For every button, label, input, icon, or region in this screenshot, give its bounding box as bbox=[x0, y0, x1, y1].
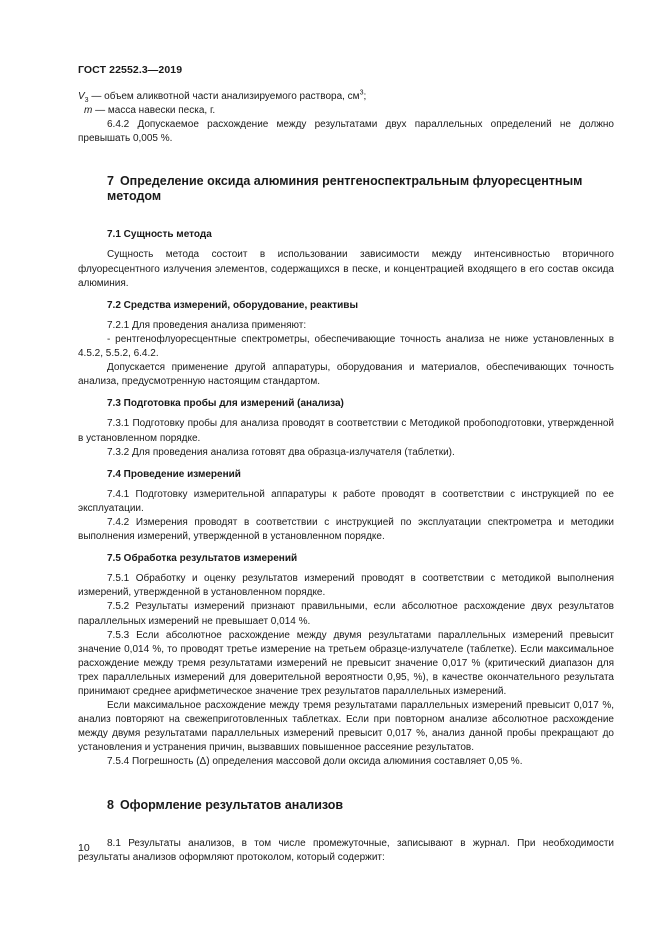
paragraph-7-2-1: 7.2.1 Для проведения анализа применяют: bbox=[107, 319, 307, 331]
var-m: m bbox=[84, 105, 93, 117]
paragraph-7-5-2: 7.5.2 Результаты измерений признают правильными, если абсолютное расхождение двух результатов параллельных измерений не превышает 0,014 %. bbox=[78, 601, 614, 627]
section-7-number: 7 bbox=[107, 174, 114, 189]
subsection-7-2-heading: 7.2 Средства измерений, оборудование, реактивы bbox=[107, 299, 358, 311]
section-7-title-text: Определение оксида алюминия рентгеноспектральным флуоресцентным методом bbox=[107, 174, 583, 204]
page-content bbox=[78, 90, 614, 865]
paragraph-7-5-3: 7.5.3 Если абсолютное расхождение между двумя результатами параллельных измерений превысит значение 0,014 %, то проводят третье измерение на третьем образце-излучателе (таблетке). Если максимальное расхождение между тремя результатами измерений не превысит значение 0,017 % (критический диапазон для трех параллельных измерений для доверительной вероятности 0,95, %), в качестве окончательного результата принимают среднее арифметическое значение трех результатов параллельных измерений. bbox=[78, 629, 614, 697]
v3-end: ; bbox=[363, 91, 367, 102]
m-description: — масса навески песка, г. bbox=[92, 105, 216, 117]
var-v: V bbox=[78, 91, 85, 102]
paragraph-6-4-2: 6.4.2 Допускаемое расхождение между результатами двух параллельных определений не должно превышать 0,005 %. bbox=[78, 119, 614, 145]
unit-superscript: 3 bbox=[359, 89, 364, 97]
var-v-subscript: 3 bbox=[84, 97, 89, 104]
section-7-title bbox=[78, 174, 614, 204]
paragraph-7-2-1-item: - рентгенофлуоресцентные спектрометры, обеспечивающие точность анализа не ниже установленных в 4.5.2, 5.5.2, 6.4.2. bbox=[78, 333, 614, 360]
paragraph-7-5-3-cont: Если максимальное расхождение между тремя результатами параллельных измерений превысит 0,017 %, анализ повторяют на свежеприготовленных таблетках. Если при повторном анализе абсолютное расхождение между двумя результатами параллельных измерений превысит 0,017 %, анализ данной пробы прекращают до установления и устранения причин, вызвавших повышенное рассеяние результатов. bbox=[78, 700, 614, 754]
formula-legend-v3 bbox=[78, 90, 614, 104]
v3-description: — объем аликвотной части анализируемого раствора, см bbox=[88, 91, 360, 102]
standard-header: ГОСТ 22552.3—2019 bbox=[78, 64, 183, 76]
paragraph-7-2-note: Допускается применение другой аппаратуры, оборудования и материалов, обеспечивающих точность анализа, предусмотренную настоящим стандартом. bbox=[78, 362, 614, 388]
section-8-number: 8 bbox=[107, 797, 114, 812]
subsection-7-5-heading: 7.5 Обработка результатов измерений bbox=[107, 553, 298, 565]
page-number: 10 bbox=[78, 842, 90, 854]
paragraph-7-4-2: 7.4.2 Измерения проводят в соответствии с инструкцией по эксплуатации спектрометра и методики выполнения измерений, утвержденной в установленном порядке. bbox=[78, 516, 614, 543]
subsection-7-1-heading: 7.1 Сущность метода bbox=[107, 229, 212, 241]
paragraph-7-5-4: 7.5.4 Погрешность (Δ) определения массовой доли оксида алюминия составляет 0,05 %. bbox=[107, 756, 523, 768]
paragraph-7-1: Сущность метода состоит в использовании зависимости между интенсивностью вторичного флуоресцентного излучения элементов, содержащихся в песке, и концентрацией входящего в его состав оксида алюминия. bbox=[78, 249, 614, 289]
paragraph-7-5-1: 7.5.1 Обработку и оценку результатов измерений проводят в соответствии с методикой выполнения измерений, утвержденной в установленном порядке. bbox=[78, 573, 614, 599]
paragraph-8-1: 8.1 Результаты анализов, в том числе промежуточные, записывают в журнал. При необходимости результаты анализов оформляют протоколом, который содержит: bbox=[78, 837, 614, 863]
section-8-title bbox=[78, 798, 614, 813]
section-8-title-text: Оформление результатов анализов bbox=[119, 797, 344, 812]
paragraph-7-3-2: 7.3.2 Для проведения анализа готовят два образца-излучателя (таблетки). bbox=[107, 446, 455, 458]
subsection-7-4-heading: 7.4 Проведение измерений bbox=[107, 468, 241, 480]
paragraph-7-3-1: 7.3.1 Подготовку пробы для анализа проводят в соответствии с Методикой пробоподготовки, утвержденной в установленном порядке. bbox=[78, 418, 614, 444]
paragraph-7-4-1: 7.4.1 Подготовку измерительной аппаратуры к работе проводят в соответствии с инструкцией по ее эксплуатации. bbox=[78, 488, 614, 514]
formula-legend-m bbox=[78, 104, 614, 118]
subsection-7-3-heading: 7.3 Подготовка пробы для измерений (анализа) bbox=[107, 398, 344, 410]
